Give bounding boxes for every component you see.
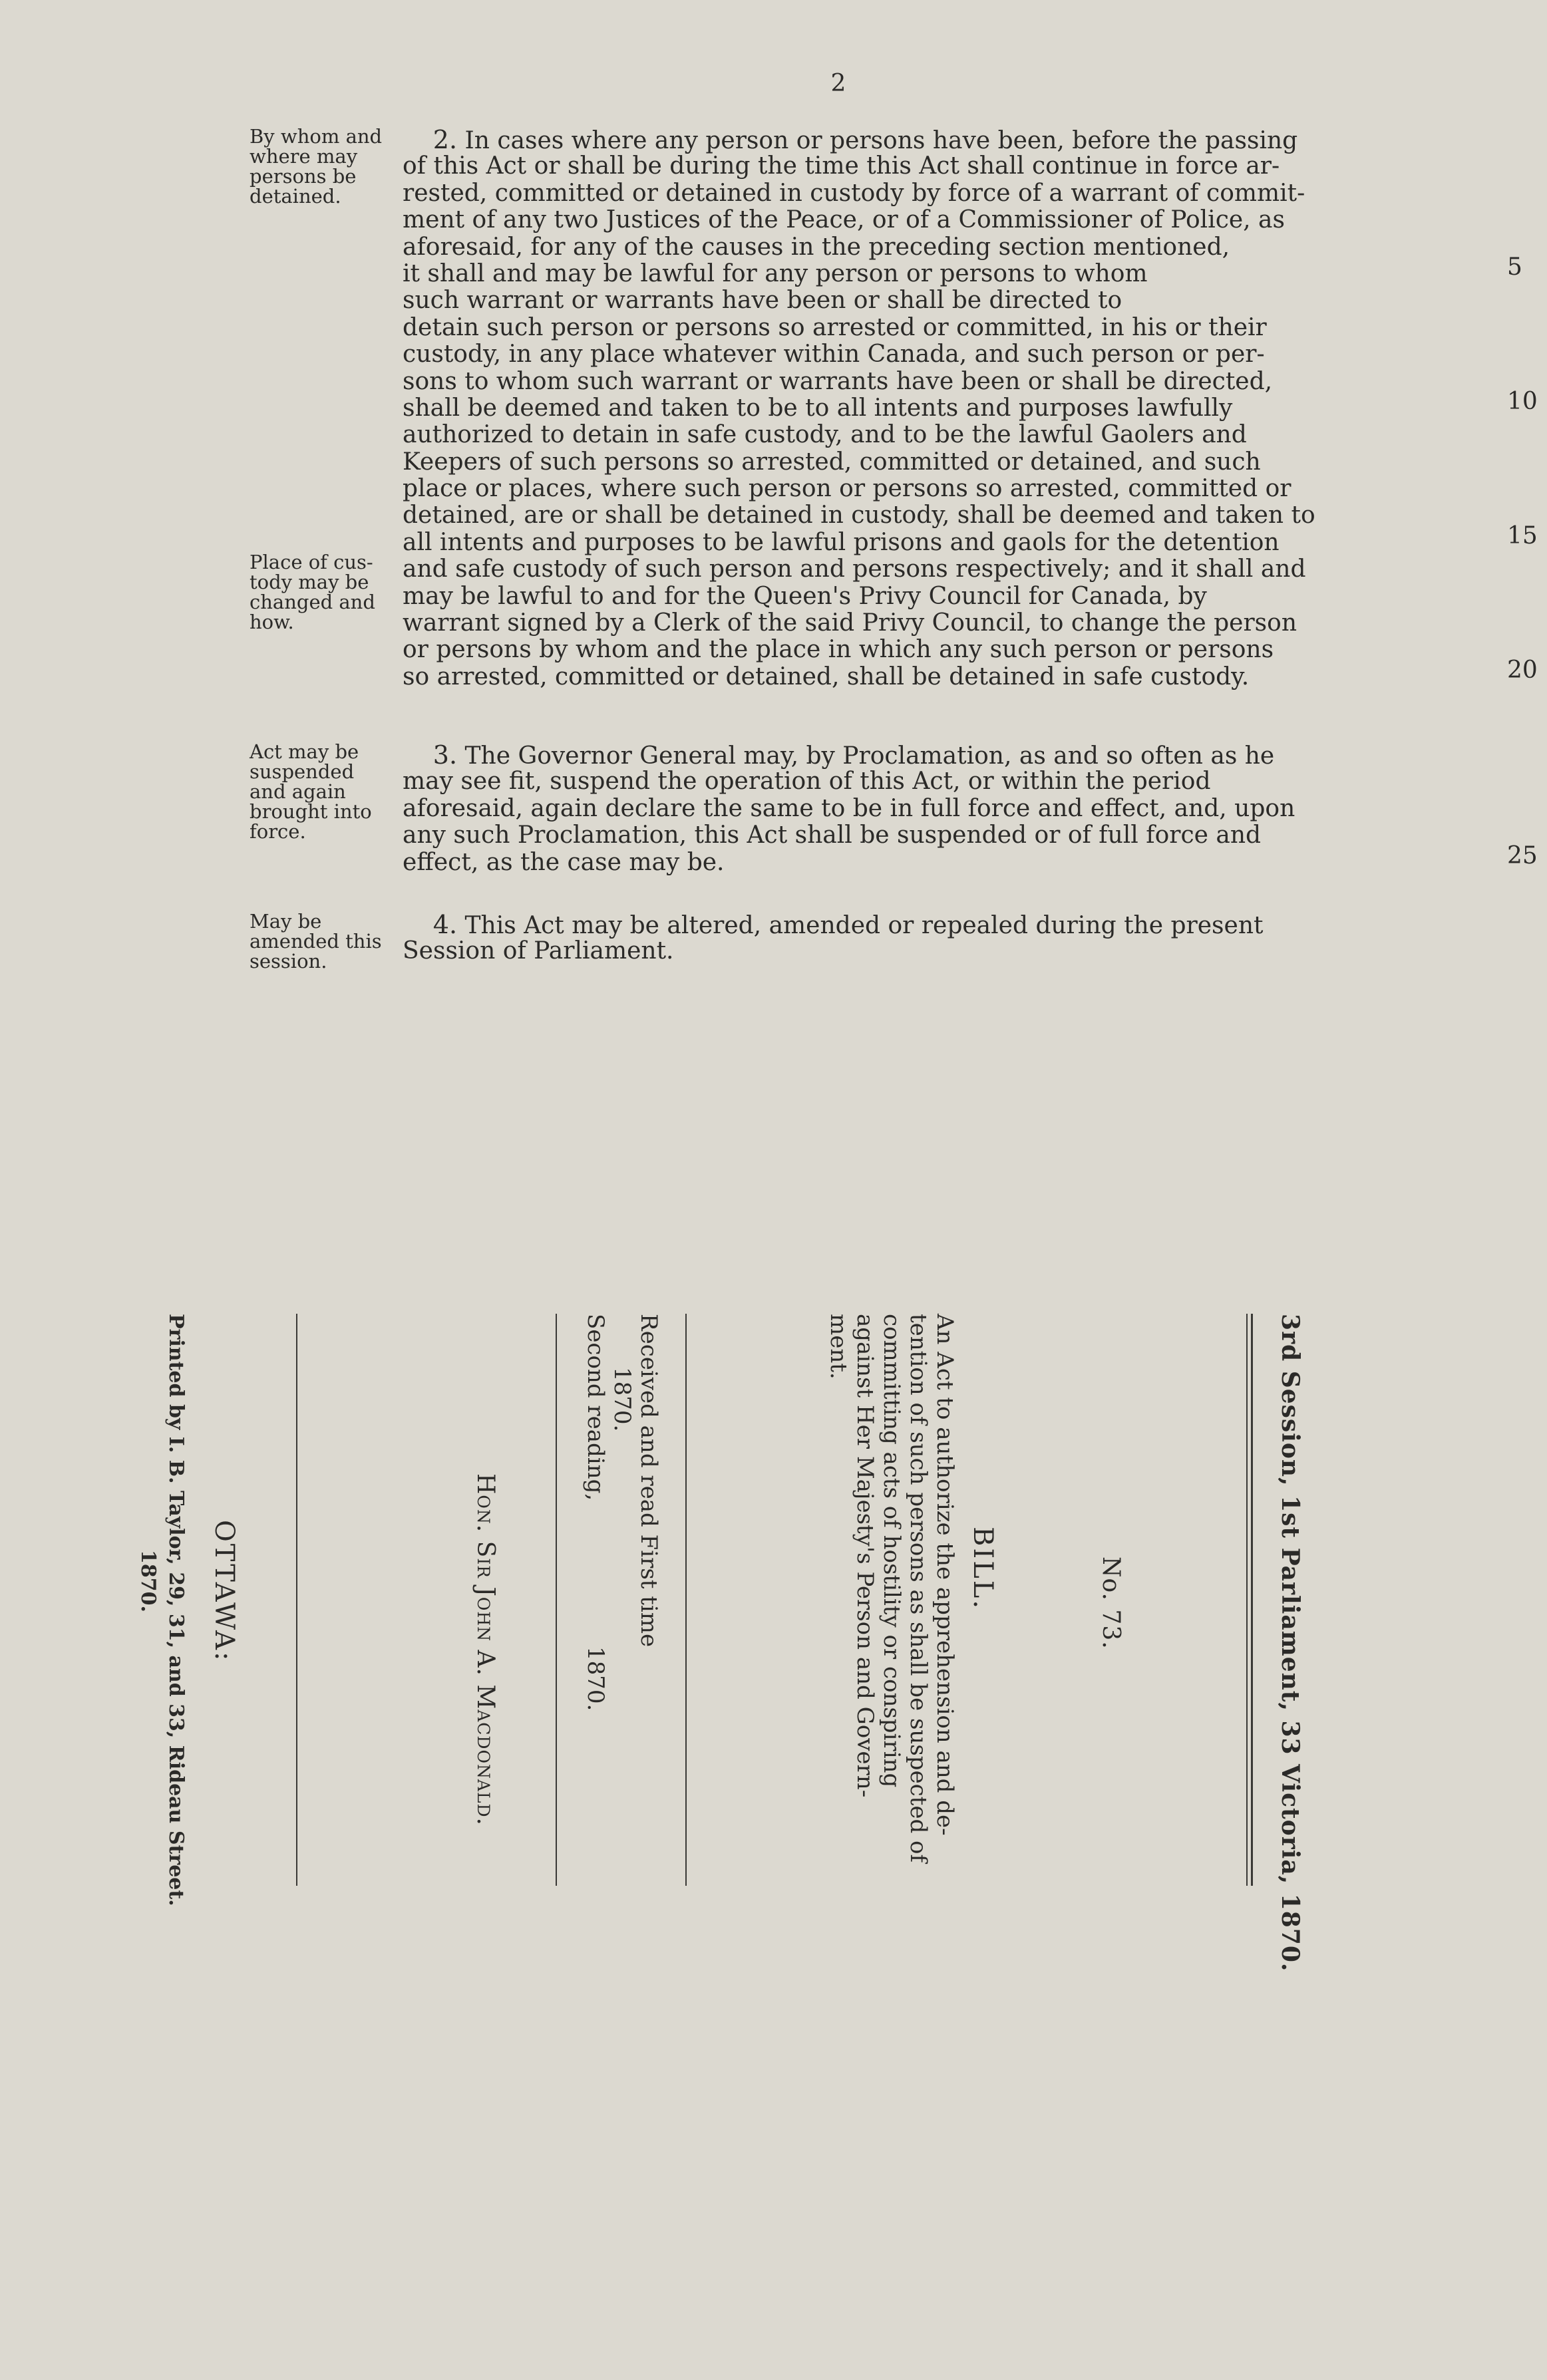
- margin-note-line: May be: [250, 910, 322, 933]
- margin-note-line: how.: [250, 611, 294, 633]
- margin-note-line: force.: [250, 820, 306, 843]
- text-line: aforesaid, for any of the causes in the preceding section mentioned,: [403, 233, 1230, 261]
- section-number: 2.: [432, 125, 458, 154]
- text-line: [403, 126, 1504, 153]
- margin-note-line: Act may be: [250, 740, 359, 763]
- bill-heading: BILL.: [967, 1527, 998, 1611]
- rule: [556, 1314, 557, 1886]
- line-number: 25: [1507, 842, 1538, 869]
- section-4-text: [403, 911, 1504, 965]
- margin-note-line: brought into: [250, 800, 372, 823]
- text-line: warrant signed by a Clerk of the said Privy Council, to change the person: [403, 609, 1297, 637]
- line-text: In cases where any person or persons have been, before the passing: [464, 127, 1298, 154]
- bill-title-line: An Act to authorize the apprehension and de-: [932, 1314, 958, 1836]
- double-rule-outer: [1251, 1314, 1253, 1886]
- session-line: 3rd Session, 1st Parliament, 33 Victoria, 1870.: [1276, 1314, 1304, 1972]
- back-cover: [113, 1314, 1304, 2245]
- double-rule-inner: [1246, 1314, 1248, 1886]
- text-line: effect, as the case may be.: [403, 848, 725, 876]
- bill-title-line: against Her Majesty's Person and Govern-: [852, 1314, 878, 1798]
- section-number: 4.: [432, 910, 458, 939]
- text-line: [403, 911, 1504, 938]
- text-line: custody, in any place whatever within Canada, and such person or per-: [403, 341, 1265, 369]
- received-line: Second reading,: [582, 1314, 609, 1501]
- text-line: Session of Parliament.: [403, 937, 674, 965]
- text-line: place or places, where such person or persons so arrested, committed or: [403, 475, 1291, 503]
- margin-note-line: persons be: [250, 165, 357, 188]
- text-line: authorized to detain in safe custody, and to be the lawful Gaolers and: [403, 421, 1247, 449]
- margin-note-line: and again: [250, 780, 346, 803]
- text-line: [403, 742, 1504, 768]
- margin-note-custody: [250, 552, 403, 632]
- rule: [685, 1314, 687, 1886]
- text-line: sons to whom such warrant or warrants have been or shall be directed,: [403, 367, 1273, 395]
- text-line: such warrant or warrants have been or shall be directed to: [403, 287, 1122, 315]
- line-number: 5: [1507, 253, 1522, 281]
- section-3-text: [403, 742, 1504, 876]
- text-line: Keepers of such persons so arrested, committed or detained, and such: [403, 448, 1261, 476]
- text-line: shall be deemed and taken to be to all intents and purposes lawfully: [403, 394, 1233, 422]
- bill-title-line: tention of such persons as shall be suspected of: [905, 1314, 932, 1863]
- margin-note-suspended: [250, 742, 403, 841]
- text-line: aforesaid, again declare the same to be in full force and effect, and, upon: [403, 794, 1295, 822]
- sponsor: Hon. Sir John A. Macdonald.: [472, 1473, 499, 1826]
- text-line: it shall and may be lawful for any person or persons to whom: [403, 259, 1148, 287]
- text-line: all intents and purposes to be lawful prisons and gaols for the detention: [403, 528, 1280, 556]
- text-line: detained, are or shall be detained in custody, shall be deemed and taken to: [403, 502, 1315, 529]
- margin-note-line: session.: [250, 950, 327, 972]
- line-text: This Act may be altered, amended or repealed during the present: [464, 912, 1264, 939]
- text-line: rested, committed or detained in custody by force of a warrant of commit-: [403, 179, 1305, 207]
- section-3: [250, 740, 1538, 895]
- text-line: or persons by whom and the place in which any such person or persons: [403, 636, 1274, 664]
- text-line: so arrested, committed or detained, shall be detained in safe custody.: [403, 663, 1250, 690]
- margin-note-detained: [250, 126, 403, 206]
- line-number: 10: [1507, 388, 1538, 415]
- text-line: any such Proclamation, this Act shall be suspended or of full force and: [403, 821, 1262, 849]
- place: OTTAWA:: [209, 1520, 240, 1663]
- text-line: and safe custody of such person and persons respectively; and it shall and: [403, 555, 1306, 583]
- bill-title-line: ment.: [825, 1314, 852, 1380]
- bill-title-line: committing acts of hostility or conspiring: [878, 1314, 905, 1788]
- line-number: 15: [1507, 522, 1538, 549]
- page-number: 2: [830, 70, 846, 97]
- margin-note-line: detained.: [250, 185, 341, 208]
- section-2: [250, 125, 1538, 725]
- text-line: ment of any two Justices of the Peace, or of a Commissioner of Police, as: [403, 206, 1285, 234]
- print-year: 1870.: [136, 1550, 160, 1612]
- margin-note-line: tody may be: [250, 571, 369, 593]
- line-text: The Governor General may, by Proclamation, as and so often as he: [464, 742, 1275, 770]
- second-reading-year: 1870.: [582, 1646, 609, 1711]
- margin-note-line: amended this: [250, 930, 382, 953]
- margin-note-line: changed and: [250, 591, 375, 613]
- text-line: of this Act or shall be during the time this Act shall continue in force ar-: [403, 152, 1280, 180]
- section-number: 3.: [432, 740, 458, 770]
- text-line: may be lawful to and for the Queen's Privy Council for Canada, by: [403, 582, 1207, 610]
- bill-number: No. 73.: [1097, 1557, 1124, 1650]
- printer: Printed by I. B. Taylor, 29, 31, and 33, Rideau Street.: [164, 1314, 188, 1906]
- margin-note-line: suspended: [250, 760, 355, 783]
- margin-note-line: By whom and: [250, 125, 383, 148]
- received-line: 1870.: [609, 1367, 635, 1432]
- margin-note-amended: [250, 911, 403, 971]
- margin-note-line: Place of cus-: [250, 551, 373, 573]
- text-line: may see fit, suspend the operation of this Act, or within the period: [403, 768, 1211, 796]
- margin-note-line: where may: [250, 145, 358, 168]
- section-2-text: [403, 126, 1504, 690]
- rule: [296, 1314, 297, 1886]
- received-line: Received and read First time: [635, 1314, 662, 1648]
- section-4: [250, 911, 1271, 984]
- text-line: detain such person or persons so arrested or committed, in his or their: [403, 313, 1267, 341]
- line-number: 20: [1507, 657, 1538, 684]
